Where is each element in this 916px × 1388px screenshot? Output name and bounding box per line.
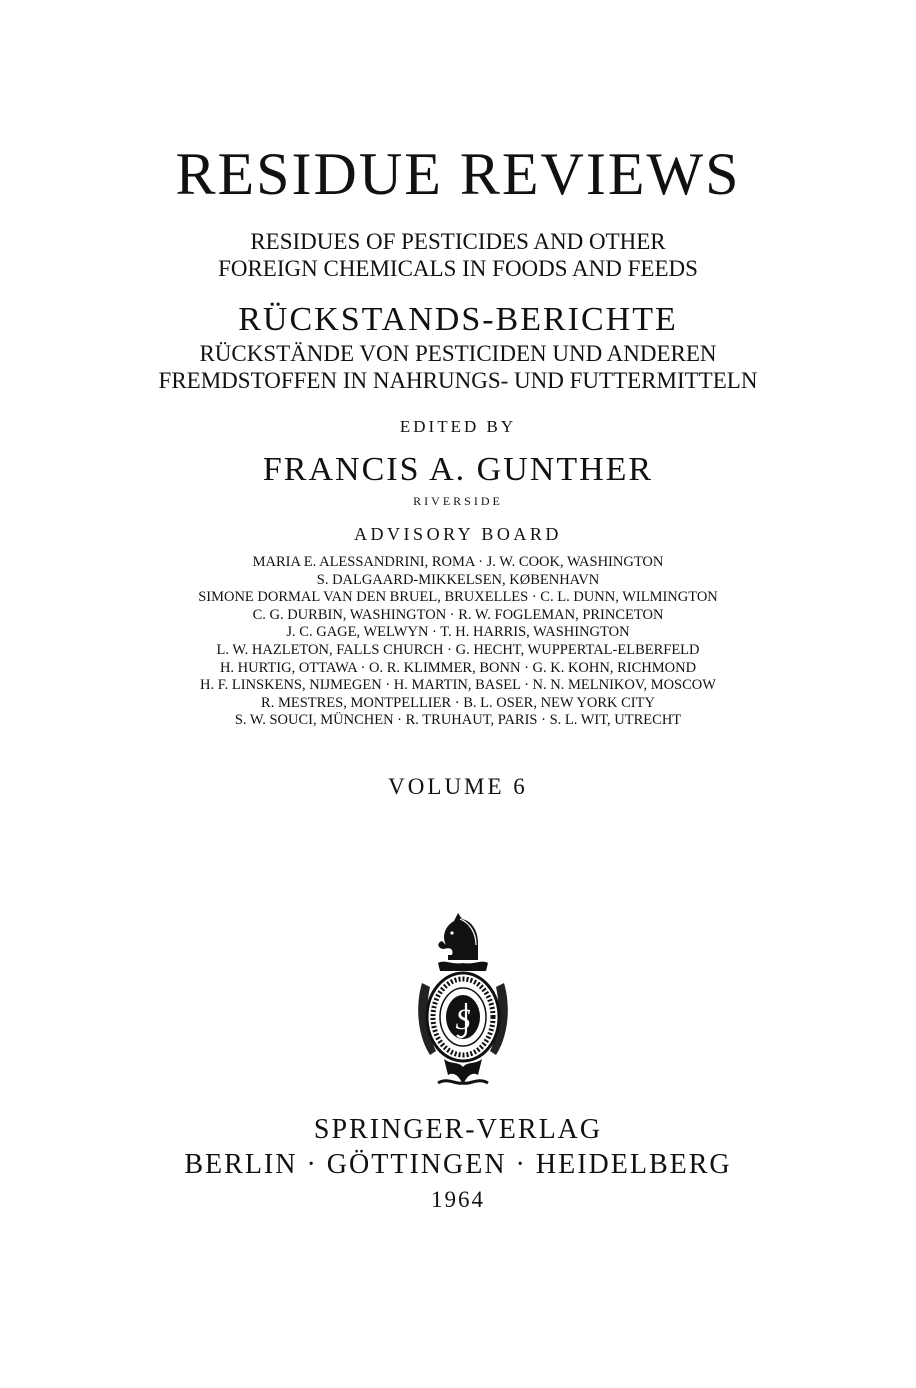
advisory-board-line: S. DALGAARD-MIKKELSEN, KØBENHAVN [316,571,600,588]
advisory-board-line: R. MESTRES, MONTPELLIER · B. L. OSER, NEW YORK CITY [261,694,655,711]
subtitle-line-1: RESIDUES OF PESTICIDES AND OTHER [250,229,666,254]
advisory-board-heading: ADVISORY BOARD [354,524,562,544]
advisory-board-line: S. W. SOUCI, MÜNCHEN · R. TRUHAUT, PARIS · S. L. WIT, UTRECHT [234,712,682,729]
german-subtitle-line-2: FREMDSTOFFEN IN NAHRUNGS- UND FUTTERMITTELN [158,368,758,393]
publisher-name: SPRINGER-VERLAG [313,1114,603,1145]
editor-name: FRANCIS A. GUNTHER [262,451,654,488]
publisher-cities: BERLIN · GÖTTINGEN · HEIDELBERG [184,1149,732,1180]
advisory-board-line: H. F. LINSKENS, NIJMEGEN · H. MARTIN, BASEL · N. N. MELNIKOV, MOSCOW [200,677,716,694]
advisory-board-line: L. W. HAZLETON, FALLS CHURCH · G. HECHT, WUPPERTAL-ELBERFELD [216,641,700,658]
german-subtitle-line-1: RÜCKSTÄNDE VON PESTICIDEN UND ANDEREN [199,341,717,366]
svg-text:S: S [455,1003,471,1036]
springer-knight-emblem-icon [408,905,508,1095]
edited-by-label: EDITED BY [399,417,517,436]
german-title: RÜCKSTANDS-BERICHTE [238,301,678,338]
subtitle-line-2: FOREIGN CHEMICALS IN FOODS AND FEEDS [218,256,698,281]
advisory-board-line: C. G. DURBIN, WASHINGTON · R. W. FOGLEMAN, PRINCETON [252,606,664,623]
book-title: RESIDUE REVIEWS [175,141,741,207]
volume-number: VOLUME 6 [388,774,528,799]
advisory-board-list [0,554,916,730]
advisory-board-line: J. C. GAGE, WELWYN · T. H. HARRIS, WASHINGTON [286,624,630,641]
editor-location: RIVERSIDE [413,494,503,508]
advisory-board-line: MARIA E. ALESSANDRINI, ROMA · J. W. COOK, WASHINGTON [252,554,664,570]
publication-year: 1964 [431,1187,485,1212]
advisory-board-line: SIMONE DORMAL VAN DEN BRUEL, BRUXELLES · C. L. DUNN, WILMINGTON [198,589,718,606]
advisory-board-line: H. HURTIG, OTTAWA · O. R. KLIMMER, BONN · G. K. KOHN, RICHMOND [219,659,697,676]
